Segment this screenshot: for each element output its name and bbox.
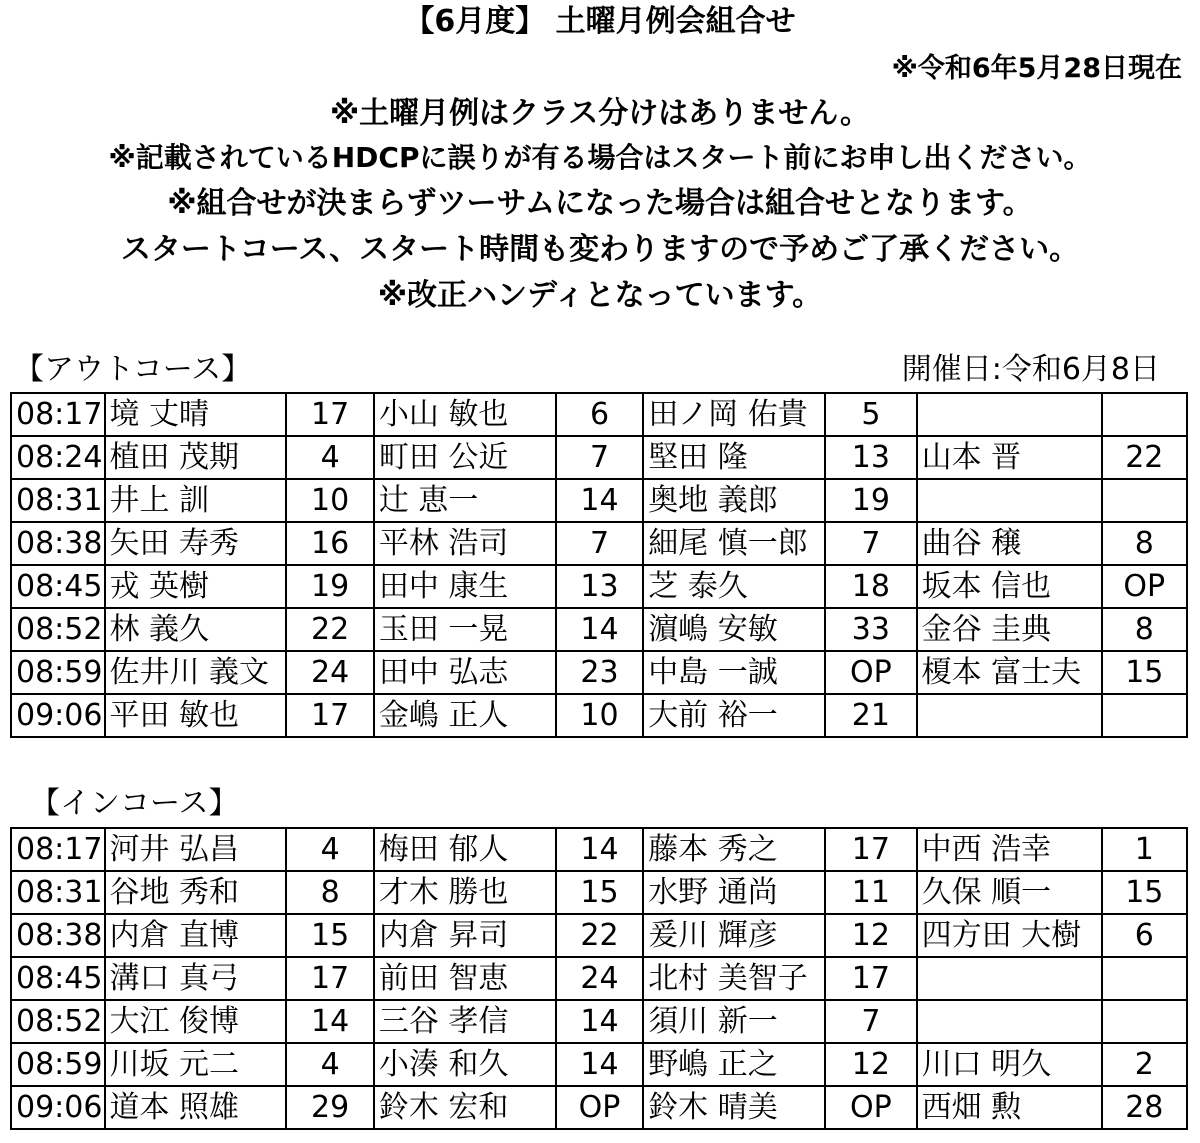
table-row [11, 957, 1187, 1000]
player-hdcp: OP [556, 1086, 643, 1129]
table-row [11, 694, 1187, 737]
player-hdcp [1102, 694, 1187, 737]
player-hdcp: 17 [286, 957, 373, 1000]
player-hdcp: 8 [1102, 608, 1187, 651]
player-name: 内倉 昇司 [374, 914, 556, 957]
tee-time: 08:52 [11, 1000, 105, 1043]
player-name: 久保 順一 [917, 871, 1102, 914]
player-name: 金谷 圭典 [917, 608, 1102, 651]
player-name [917, 957, 1102, 1000]
player-hdcp: 8 [286, 871, 373, 914]
player-hdcp [1102, 957, 1187, 1000]
player-name [917, 479, 1102, 522]
player-name: 平田 敏也 [105, 694, 287, 737]
player-name [917, 393, 1102, 436]
player-name: 中島 一誠 [643, 651, 825, 694]
player-name [917, 1000, 1102, 1043]
player-hdcp: 29 [286, 1086, 373, 1129]
player-name: 川口 明久 [917, 1043, 1102, 1086]
out-course-table [10, 392, 1188, 738]
player-name: 梅田 郁人 [374, 828, 556, 871]
as-of-date: ※令和6年5月28日現在 [891, 53, 1182, 84]
player-name: 戎 英樹 [105, 565, 287, 608]
player-name: 道本 照雄 [105, 1086, 287, 1129]
player-name: 玉田 一晃 [374, 608, 556, 651]
player-name: 大前 裕一 [643, 694, 825, 737]
player-hdcp: 22 [1102, 436, 1187, 479]
in-course-table [10, 827, 1188, 1130]
player-hdcp: 17 [286, 694, 373, 737]
player-hdcp: 15 [556, 871, 643, 914]
player-name: 山本 晋 [917, 436, 1102, 479]
tee-time: 08:17 [11, 393, 105, 436]
table-row [11, 393, 1187, 436]
player-hdcp [1102, 393, 1187, 436]
player-hdcp: 12 [825, 1043, 916, 1086]
player-hdcp: OP [825, 1086, 916, 1129]
player-hdcp: 7 [556, 436, 643, 479]
player-name: 田中 弘志 [374, 651, 556, 694]
player-hdcp: 1 [1102, 828, 1187, 871]
player-hdcp: 14 [286, 1000, 373, 1043]
player-name: 前田 智恵 [374, 957, 556, 1000]
tee-time: 08:24 [11, 436, 105, 479]
table-row [11, 608, 1187, 651]
table-row [11, 651, 1187, 694]
player-name: 野嶋 正之 [643, 1043, 825, 1086]
player-name: 町田 公近 [374, 436, 556, 479]
player-hdcp: 24 [286, 651, 373, 694]
player-name [917, 694, 1102, 737]
player-hdcp: 6 [1102, 914, 1187, 957]
out-course-label: 【アウトコース】 [14, 352, 252, 387]
player-hdcp: 17 [825, 957, 916, 1000]
player-hdcp: 4 [286, 828, 373, 871]
table-row [11, 479, 1187, 522]
player-hdcp: 5 [825, 393, 916, 436]
tee-time: 08:52 [11, 608, 105, 651]
in-course-label: 【インコース】 [30, 786, 239, 821]
player-hdcp: OP [1102, 565, 1187, 608]
table-row [11, 828, 1187, 871]
player-name: 平林 浩司 [374, 522, 556, 565]
player-name: 植田 茂期 [105, 436, 287, 479]
tee-time: 09:06 [11, 1086, 105, 1129]
player-hdcp: 19 [825, 479, 916, 522]
tee-time: 08:38 [11, 522, 105, 565]
player-name: 細尾 慎一郎 [643, 522, 825, 565]
player-name: 水野 通尚 [643, 871, 825, 914]
player-name: 田ノ岡 佑貴 [643, 393, 825, 436]
player-name: 北村 美智子 [643, 957, 825, 1000]
player-hdcp [1102, 1000, 1187, 1043]
player-name: 三谷 孝信 [374, 1000, 556, 1043]
player-name: 矢田 寿秀 [105, 522, 287, 565]
player-name: 芝 泰久 [643, 565, 825, 608]
table-row [11, 522, 1187, 565]
player-name: 坂本 信也 [917, 565, 1102, 608]
player-name: 爰川 輝彦 [643, 914, 825, 957]
player-hdcp: 15 [286, 914, 373, 957]
player-hdcp: OP [825, 651, 916, 694]
player-hdcp: 22 [286, 608, 373, 651]
player-hdcp [1102, 479, 1187, 522]
player-hdcp: 4 [286, 1043, 373, 1086]
player-name: 奥地 義郎 [643, 479, 825, 522]
player-name: 川坂 元二 [105, 1043, 287, 1086]
player-name: 溝口 真弓 [105, 957, 287, 1000]
tee-time: 08:31 [11, 871, 105, 914]
player-name: 濵嶋 安敏 [643, 608, 825, 651]
tee-time: 08:45 [11, 565, 105, 608]
player-name: 榎本 富士夫 [917, 651, 1102, 694]
tee-time: 09:06 [11, 694, 105, 737]
player-hdcp: 19 [286, 565, 373, 608]
player-name: 鈴木 宏和 [374, 1086, 556, 1129]
page-title: 【6月度】 土曜月例会組合せ [404, 4, 796, 39]
player-hdcp: 14 [556, 1000, 643, 1043]
tee-time: 08:31 [11, 479, 105, 522]
player-name: 林 義久 [105, 608, 287, 651]
table-row [11, 1000, 1187, 1043]
player-hdcp: 8 [1102, 522, 1187, 565]
player-hdcp: 11 [825, 871, 916, 914]
player-hdcp: 17 [286, 393, 373, 436]
player-hdcp: 15 [1102, 651, 1187, 694]
note-start-change: スタートコース、スタート時間も変わりますので予めご了承ください。 [120, 232, 1080, 267]
event-date: 開催日:令和6月8日 [901, 352, 1160, 387]
table-row [11, 565, 1187, 608]
player-name: 鈴木 晴美 [643, 1086, 825, 1129]
tee-time: 08:17 [11, 828, 105, 871]
table-row [11, 1086, 1187, 1129]
tee-time: 08:59 [11, 651, 105, 694]
player-hdcp: 21 [825, 694, 916, 737]
note-revised-handicap: ※改正ハンディとなっています。 [377, 278, 823, 313]
player-name: 堅田 隆 [643, 436, 825, 479]
player-hdcp: 10 [286, 479, 373, 522]
player-hdcp: 7 [556, 522, 643, 565]
tee-time: 08:45 [11, 957, 105, 1000]
note-twosome: ※組合せが決まらずツーサムになった場合は組合せとなります。 [167, 186, 1033, 221]
player-hdcp: 13 [825, 436, 916, 479]
player-hdcp: 18 [825, 565, 916, 608]
player-name: 谷地 秀和 [105, 871, 287, 914]
player-name: 小山 敏也 [374, 393, 556, 436]
player-name: 佐井川 義文 [105, 651, 287, 694]
table-row [11, 914, 1187, 957]
player-name: 中西 浩幸 [917, 828, 1102, 871]
player-name: 辻 恵一 [374, 479, 556, 522]
player-name: 境 丈晴 [105, 393, 287, 436]
player-name: 藤本 秀之 [643, 828, 825, 871]
player-hdcp: 4 [286, 436, 373, 479]
player-hdcp: 23 [556, 651, 643, 694]
player-name: 才木 勝也 [374, 871, 556, 914]
table-row [11, 1043, 1187, 1086]
player-hdcp: 28 [1102, 1086, 1187, 1129]
player-name: 井上 訓 [105, 479, 287, 522]
table-row [11, 871, 1187, 914]
player-hdcp: 6 [556, 393, 643, 436]
player-name: 曲谷 穣 [917, 522, 1102, 565]
player-hdcp: 14 [556, 828, 643, 871]
player-hdcp: 12 [825, 914, 916, 957]
note-no-class-division: ※土曜月例はクラス分けはありません。 [329, 96, 871, 131]
player-hdcp: 2 [1102, 1043, 1187, 1086]
player-name: 河井 弘昌 [105, 828, 287, 871]
player-hdcp: 10 [556, 694, 643, 737]
player-name: 内倉 直博 [105, 914, 287, 957]
player-hdcp: 14 [556, 1043, 643, 1086]
tee-time: 08:59 [11, 1043, 105, 1086]
note-hdcp-error: ※記載されているHDCPに誤りが有る場合はスタート前にお申し出ください。 [108, 141, 1092, 174]
player-hdcp: 17 [825, 828, 916, 871]
player-name: 金嶋 正人 [374, 694, 556, 737]
player-hdcp: 14 [556, 608, 643, 651]
player-hdcp: 33 [825, 608, 916, 651]
player-hdcp: 22 [556, 914, 643, 957]
player-hdcp: 7 [825, 1000, 916, 1043]
player-hdcp: 14 [556, 479, 643, 522]
player-name: 小湊 和久 [374, 1043, 556, 1086]
tee-time: 08:38 [11, 914, 105, 957]
player-hdcp: 15 [1102, 871, 1187, 914]
table-row [11, 436, 1187, 479]
player-hdcp: 13 [556, 565, 643, 608]
player-hdcp: 16 [286, 522, 373, 565]
player-hdcp: 7 [825, 522, 916, 565]
player-name: 田中 康生 [374, 565, 556, 608]
player-hdcp: 24 [556, 957, 643, 1000]
player-name: 西畑 勲 [917, 1086, 1102, 1129]
player-name: 須川 新一 [643, 1000, 825, 1043]
player-name: 大江 俊博 [105, 1000, 287, 1043]
player-name: 四方田 大樹 [917, 914, 1102, 957]
